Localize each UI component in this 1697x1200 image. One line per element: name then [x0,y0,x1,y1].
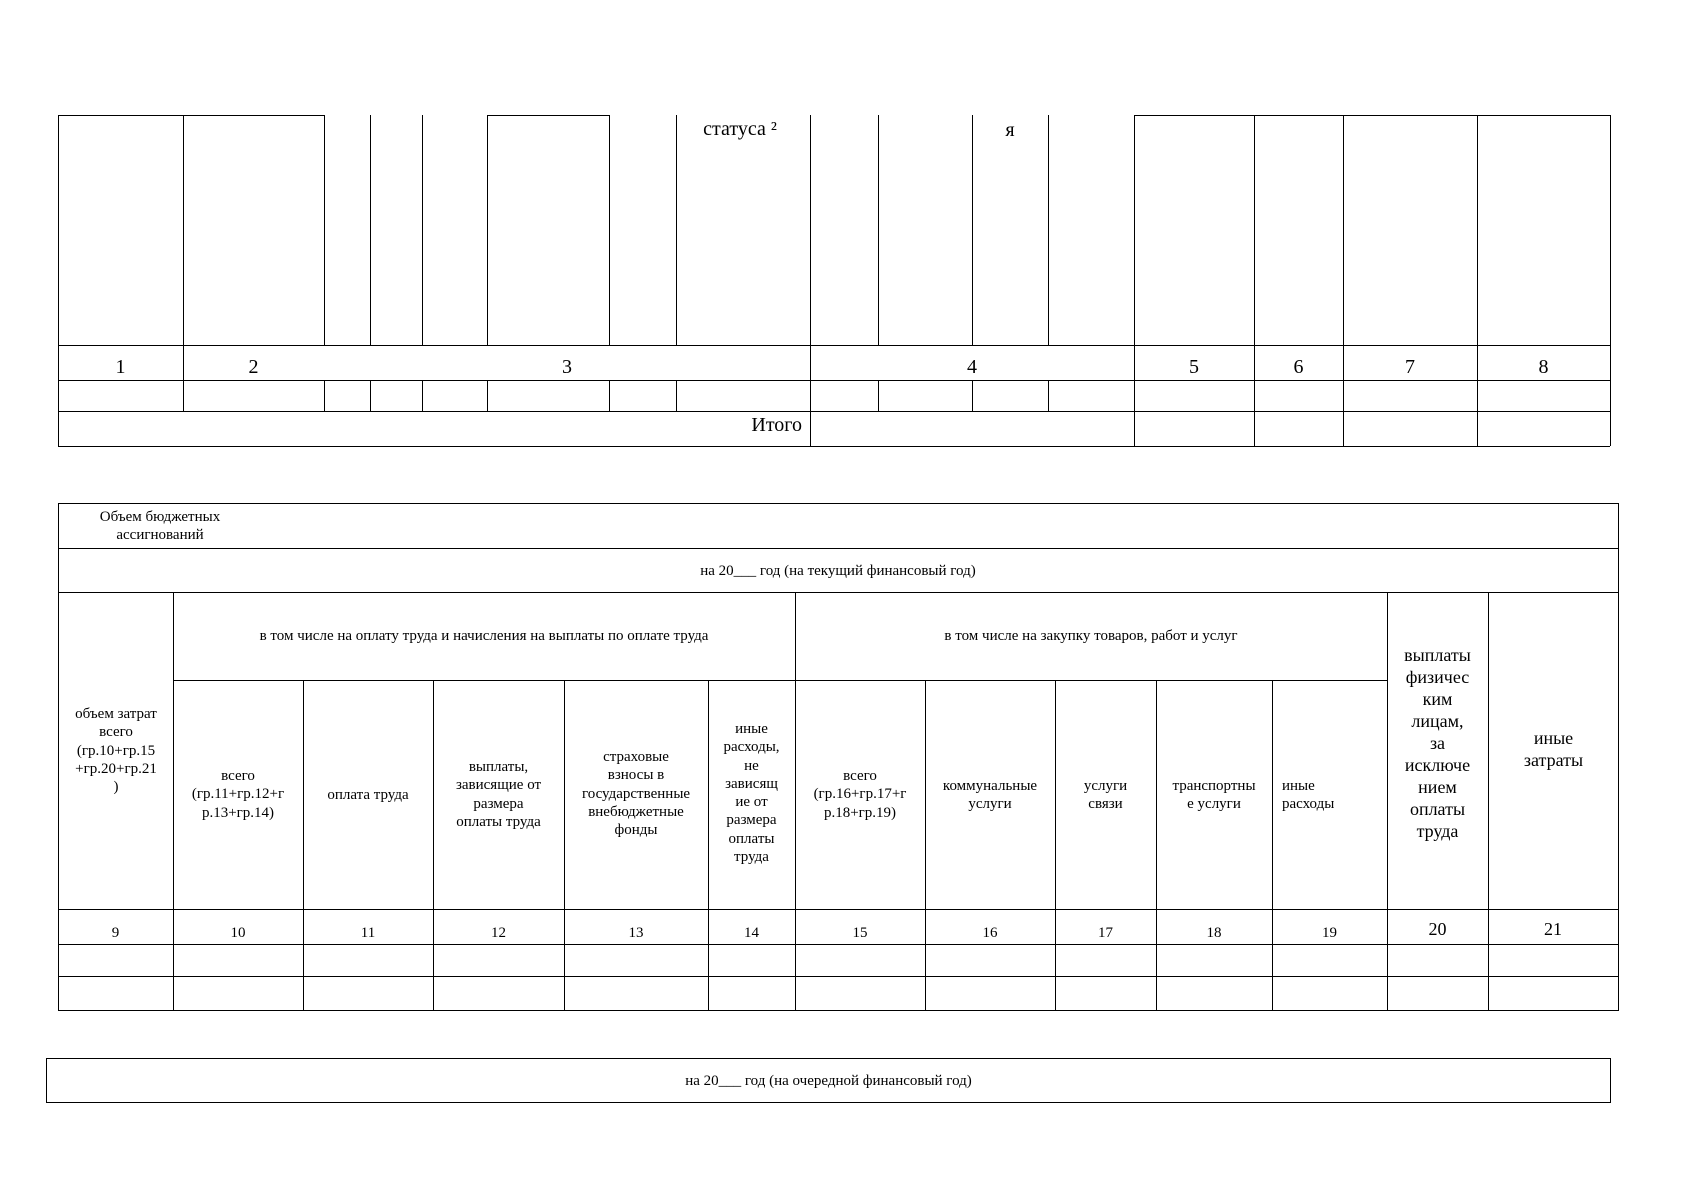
column-number-16: 16 [982,925,998,941]
column-number-18: 18 [1206,925,1222,941]
group-purchase: в том числе на закупку товаров, работ и услуг [944,628,1238,644]
column-number-3: 3 [562,356,572,378]
column-header-17: услуги связи [1083,778,1128,813]
column-number-9: 9 [111,925,120,941]
column-number-10: 10 [230,925,246,941]
header-fragment-ya: я [1005,119,1015,141]
period-current: на 20___ год (на текущий финансовый год) [700,563,976,579]
column-number-7: 7 [1405,356,1415,378]
column-number-21: 21 [1544,919,1562,939]
column-number-12: 12 [491,925,506,941]
column-number-4: 4 [967,356,977,378]
column-number-19: 19 [1322,925,1337,941]
column-header-12: выплаты, зависящие от размера оплаты труда [455,759,542,830]
total-label: Итого [751,414,802,436]
column-header-9: объем затрат всего (гр.10+гр.15 +гр.20+гр.21 ) [75,706,157,796]
column-number-17: 17 [1098,925,1113,941]
column-header-11: оплата труда [327,787,409,803]
column-header-19: иные расходы [1282,778,1335,813]
column-header-20: выплаты физичес ким лицам, за исключе нием оплаты труда [1404,645,1471,841]
column-header-14: иные расходы, не зависящ ие от размера оплаты труда [723,721,780,866]
column-number-20: 20 [1428,919,1447,939]
column-header-18: транспортны е услуги [1172,778,1256,813]
column-number-1: 1 [115,356,126,378]
period-next: на 20___ год (на очередной финансовый год) [685,1073,972,1089]
column-number-2: 2 [248,356,259,378]
column-number-13: 13 [628,925,644,941]
column-number-8: 8 [1538,356,1549,378]
column-number-14: 14 [744,925,759,941]
column-number-11: 11 [360,925,376,941]
column-header-21: иные затраты [1523,728,1584,770]
column-number-15: 15 [852,925,868,941]
budget-title: Объем бюджетных ассигнований [99,509,221,544]
column-number-6: 6 [1293,356,1304,378]
column-number-5: 5 [1189,356,1199,378]
column-header-13: страховые взносы в государственные внебюджетные фонды [581,749,691,839]
column-header-10: всего (гр.11+гр.12+г р.13+гр.14) [191,768,285,821]
column-header-15: всего (гр.16+гр.17+г р.18+гр.19) [813,768,907,821]
group-labor: в том числе на оплату труда и начисления на выплаты по оплате труда [259,628,709,644]
column-header-16: коммунальные услуги [942,778,1038,813]
header-fragment-status: статуса ² [703,118,777,140]
